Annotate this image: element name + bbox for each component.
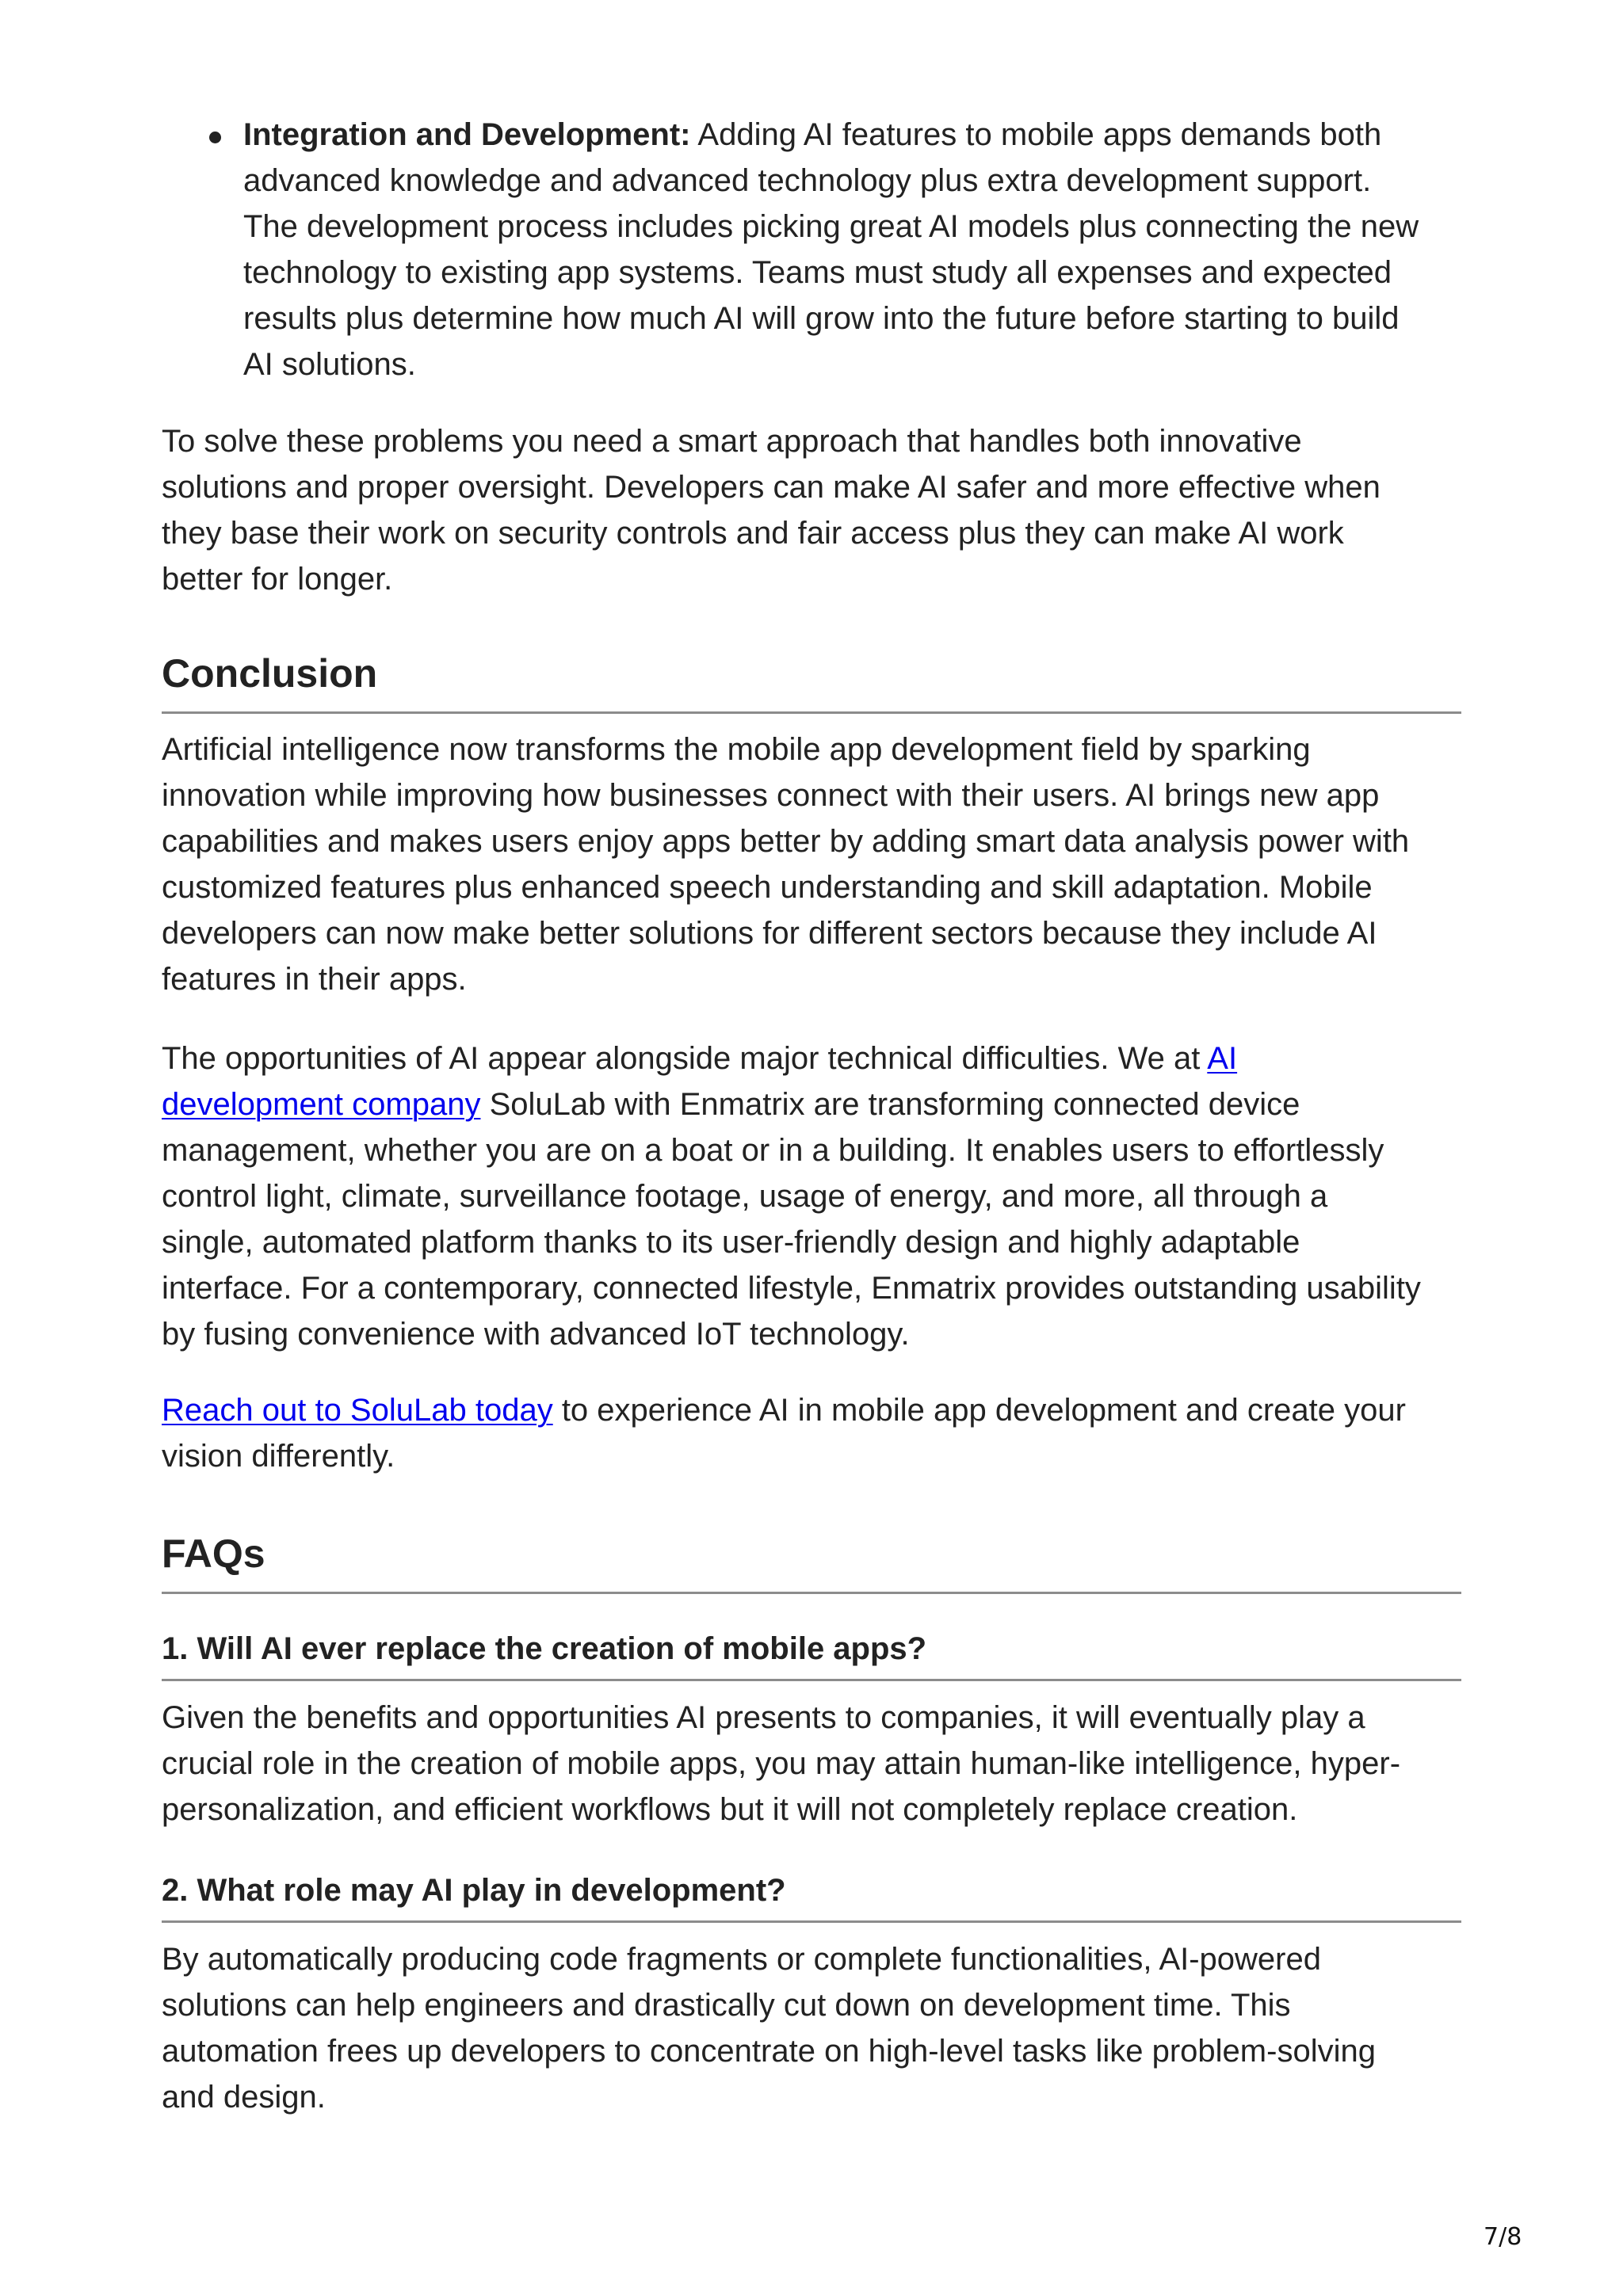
paragraph-line: developers can now make better solutions for different sectors because they include AI (162, 916, 1377, 951)
bullet-line: advanced knowledge and advanced technology plus extra development support. (243, 163, 1372, 198)
bullet-line (243, 112, 1480, 158)
conclusion-paragraph-2 (162, 1035, 1477, 1357)
paragraph-line: To solve these problems you need a smart approach that handles both innovative (162, 424, 1302, 459)
paragraph-text-segment: The opportunities of AI appear alongside major technical difficulties. We at (162, 1041, 1208, 1076)
paragraph-line: management, whether you are on a boat or in a building. It enables users to effortlessly (162, 1133, 1384, 1168)
conclusion-paragraph-1 (162, 727, 1477, 1002)
paragraph-text-segment: SoluLab with Enmatrix are transforming connected device (480, 1087, 1300, 1122)
faqs-heading-divider (162, 1592, 1461, 1594)
paragraph-text-segment: to experience AI in mobile app development and create your (552, 1393, 1406, 1428)
paragraph-line: interface. For a contemporary, connected lifestyle, Enmatrix provides outstanding usability (162, 1271, 1421, 1306)
paragraph-line: control light, climate, surveillance footage, usage of energy, and more, all through a (162, 1179, 1328, 1214)
paragraph-line: better for longer. (162, 562, 393, 597)
paragraph-line: personalization, and efficient workflows but it will not completely replace creation. (162, 1792, 1298, 1827)
challenges-summary-paragraph (162, 418, 1477, 602)
faq-question-2: 2. What role may AI play in development? (162, 1873, 786, 1908)
bullet-item-label: Integration and Development: (243, 117, 691, 152)
paragraph-line: innovation while improving how businesses connect with their users. AI brings new app (162, 778, 1380, 813)
faq-question-1: 1. Will AI ever replace the creation of mobile apps? (162, 1631, 927, 1666)
bullet-line: AI solutions. (243, 347, 416, 382)
paragraph-line: automation frees up developers to concentrate on high-level tasks like problem-solving (162, 2034, 1376, 2069)
page-number: 7/8 (1484, 2223, 1522, 2251)
paragraph-line: By automatically producing code fragments or complete functionalities, AI-powered (162, 1942, 1321, 1977)
ai-development-company-link-continued[interactable]: development company (162, 1087, 481, 1122)
bullet-dot-icon (209, 132, 221, 143)
faq-question-1-divider (162, 1679, 1461, 1681)
paragraph-line: crucial role in the creation of mobile apps, you may attain human-like intelligence, hyper- (162, 1746, 1401, 1781)
paragraph-line: single, automated platform thanks to its user-friendly design and highly adaptable (162, 1225, 1300, 1260)
paragraph-line: features in their apps. (162, 962, 467, 997)
reach-out-solulab-link[interactable]: Reach out to SoluLab today (162, 1393, 553, 1428)
paragraph-line: Given the benefits and opportunities AI presents to companies, it will eventually play a (162, 1700, 1365, 1735)
paragraph-line: by fusing convenience with advanced IoT technology. (162, 1317, 910, 1352)
paragraph-line: and design. (162, 2080, 326, 2115)
bullet-text-segment: Adding AI features to mobile apps demands both (690, 117, 1382, 152)
conclusion-heading: Conclusion (162, 651, 378, 696)
bullet-line: technology to existing app systems. Teams must study all expenses and expected (243, 255, 1392, 290)
paragraph-line: customized features plus enhanced speech understanding and skill adaptation. Mobile (162, 870, 1373, 905)
paragraph-line (162, 1035, 1477, 1081)
conclusion-paragraph-3 (162, 1387, 1477, 1479)
conclusion-heading-divider (162, 711, 1461, 714)
faq-question-2-divider (162, 1920, 1461, 1923)
paragraph-line: they base their work on security controls and fair access plus they can make AI work (162, 516, 1344, 551)
paragraph-line: Artificial intelligence now transforms the mobile app development field by sparking (162, 732, 1311, 767)
bullet-line: results plus determine how much AI will grow into the future before starting to build (243, 301, 1400, 336)
faqs-heading: FAQs (162, 1531, 265, 1576)
paragraph-line: capabilities and makes users enjoy apps better by adding smart data analysis power with (162, 824, 1410, 859)
paragraph-line: solutions and proper oversight. Developers can make AI safer and more effective when (162, 470, 1381, 505)
paragraph-line: solutions can help engineers and drastically cut down on development time. This (162, 1988, 1291, 2023)
ai-development-company-link[interactable]: AI (1207, 1041, 1238, 1076)
faq-answer-2 (162, 1936, 1477, 2120)
bullet-line: The development process includes picking great AI models plus connecting the new (243, 209, 1419, 244)
faq-answer-1 (162, 1695, 1477, 1833)
paragraph-line (162, 1081, 1477, 1127)
bullet-item-integration (243, 112, 1480, 387)
paragraph-line (162, 1387, 1477, 1433)
paragraph-line: vision differently. (162, 1439, 395, 1474)
